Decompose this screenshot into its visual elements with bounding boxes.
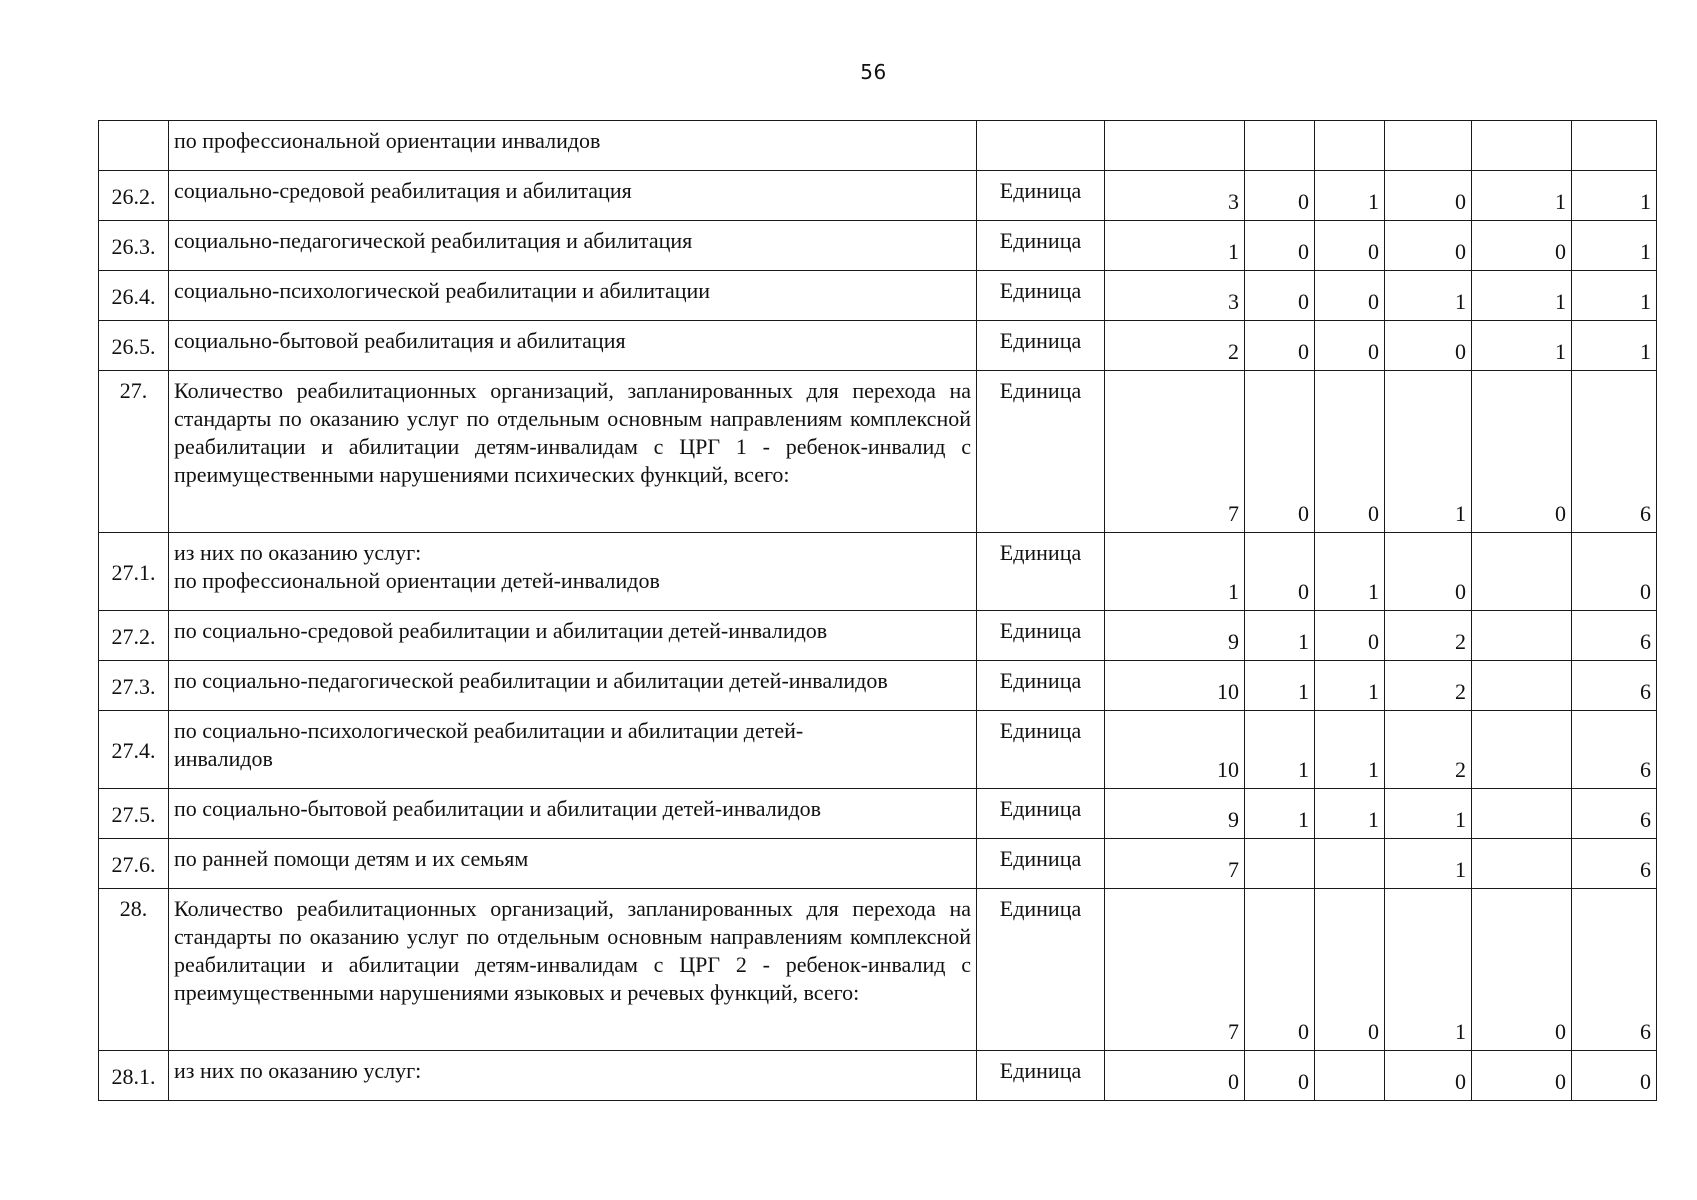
row-number: 27.2. <box>99 611 169 661</box>
value-cell-4: 2 <box>1385 661 1472 711</box>
value-cell-3 <box>1315 121 1385 171</box>
page-number: 56 <box>860 60 887 84</box>
value-cell-5: 0 <box>1472 889 1572 1051</box>
value-cell-5: 0 <box>1472 221 1572 271</box>
table-row <box>99 839 1657 889</box>
value-cell-4: 1 <box>1385 789 1472 839</box>
unit-of-measure: Единица <box>977 171 1105 221</box>
unit-of-measure: Единица <box>977 611 1105 661</box>
value-cell-5 <box>1472 661 1572 711</box>
value-cell-2: 1 <box>1245 611 1315 661</box>
indicator-description <box>169 271 977 321</box>
indicator-description <box>169 661 977 711</box>
description-line: Количество реабилитационных организаций, запланированных для перехода на стандарты по оказанию услуг по отдельным основным направлениям комплексной реабилитации и абилитации детям-инвалидам с ЦРГ 2 - ребенок-инвалид с преимущественными нарушениями языковых и речевых функций, всего: <box>174 896 971 1005</box>
indicator-table <box>98 120 1657 1101</box>
value-cell-5: 1 <box>1472 271 1572 321</box>
value-cell-2: 0 <box>1245 371 1315 533</box>
value-cell-3: 1 <box>1315 789 1385 839</box>
value-cell-6: 1 <box>1572 171 1657 221</box>
value-cell-3: 0 <box>1315 611 1385 661</box>
value-cell-6: 6 <box>1572 789 1657 839</box>
value-cell-4: 2 <box>1385 711 1472 789</box>
row-number: 26.5. <box>99 321 169 371</box>
value-cell-5 <box>1472 121 1572 171</box>
table-row <box>99 1051 1657 1101</box>
table-row <box>99 711 1657 789</box>
table-row <box>99 789 1657 839</box>
unit-of-measure: Единица <box>977 533 1105 611</box>
value-cell-3: 1 <box>1315 171 1385 221</box>
indicator-table-body <box>99 121 1657 1101</box>
value-cell-2: 0 <box>1245 321 1315 371</box>
value-cell-2: 0 <box>1245 1051 1315 1101</box>
indicator-description <box>169 221 977 271</box>
value-cell-5 <box>1472 533 1572 611</box>
value-cell-1: 7 <box>1105 889 1245 1051</box>
row-number: 27.4. <box>99 711 169 789</box>
value-cell-1: 7 <box>1105 371 1245 533</box>
description-line: социально-педагогической реабилитация и абилитация <box>174 228 693 253</box>
value-cell-5 <box>1472 711 1572 789</box>
value-cell-6: 6 <box>1572 711 1657 789</box>
row-number: 28.1. <box>99 1051 169 1101</box>
value-cell-1: 1 <box>1105 533 1245 611</box>
value-cell-3: 0 <box>1315 889 1385 1051</box>
unit-of-measure: Единица <box>977 321 1105 371</box>
value-cell-5: 0 <box>1472 371 1572 533</box>
value-cell-3 <box>1315 839 1385 889</box>
table-row <box>99 889 1657 1051</box>
value-cell-1: 10 <box>1105 711 1245 789</box>
indicator-description <box>169 1051 977 1101</box>
value-cell-6: 0 <box>1572 1051 1657 1101</box>
unit-of-measure: Единица <box>977 789 1105 839</box>
value-cell-1 <box>1105 121 1245 171</box>
value-cell-1: 2 <box>1105 321 1245 371</box>
indicator-description <box>169 321 977 371</box>
value-cell-6: 6 <box>1572 839 1657 889</box>
value-cell-6 <box>1572 121 1657 171</box>
value-cell-5: 0 <box>1472 1051 1572 1101</box>
value-cell-4: 0 <box>1385 171 1472 221</box>
value-cell-1: 1 <box>1105 221 1245 271</box>
value-cell-4: 1 <box>1385 271 1472 321</box>
value-cell-6: 6 <box>1572 371 1657 533</box>
row-number: 26.4. <box>99 271 169 321</box>
value-cell-5 <box>1472 839 1572 889</box>
row-number <box>99 121 169 171</box>
table-row <box>99 121 1657 171</box>
value-cell-3: 0 <box>1315 371 1385 533</box>
value-cell-6: 1 <box>1572 321 1657 371</box>
value-cell-4: 2 <box>1385 611 1472 661</box>
description-line: по профессиональной ориентации инвалидов <box>174 128 601 153</box>
value-cell-4: 1 <box>1385 889 1472 1051</box>
row-number: 27.6. <box>99 839 169 889</box>
value-cell-2: 0 <box>1245 171 1315 221</box>
value-cell-4: 0 <box>1385 533 1472 611</box>
indicator-description <box>169 889 977 1051</box>
value-cell-3: 1 <box>1315 711 1385 789</box>
description-line: социально-средовой реабилитация и абилитация <box>174 178 632 203</box>
value-cell-4: 0 <box>1385 321 1472 371</box>
description-line: по социально-психологической реабилитации и абилитации детей- <box>174 718 804 743</box>
table-row <box>99 533 1657 611</box>
value-cell-2: 1 <box>1245 711 1315 789</box>
value-cell-2: 0 <box>1245 221 1315 271</box>
value-cell-3: 1 <box>1315 533 1385 611</box>
unit-of-measure: Единица <box>977 661 1105 711</box>
indicator-description <box>169 839 977 889</box>
value-cell-1: 3 <box>1105 171 1245 221</box>
value-cell-1: 3 <box>1105 271 1245 321</box>
table-row <box>99 321 1657 371</box>
value-cell-3: 0 <box>1315 221 1385 271</box>
unit-of-measure: Единица <box>977 889 1105 1051</box>
value-cell-2: 0 <box>1245 533 1315 611</box>
table-row <box>99 371 1657 533</box>
indicator-description <box>169 371 977 533</box>
description-line: из них по оказанию услуг: <box>174 540 422 565</box>
value-cell-4: 0 <box>1385 221 1472 271</box>
description-line: по социально-педагогической реабилитации и абилитации детей-инвалидов <box>174 668 888 693</box>
value-cell-6: 1 <box>1572 271 1657 321</box>
value-cell-1: 0 <box>1105 1051 1245 1101</box>
value-cell-2 <box>1245 121 1315 171</box>
description-line: социально-бытовой реабилитация и абилитация <box>174 328 626 353</box>
indicator-description <box>169 121 977 171</box>
indicator-description <box>169 533 977 611</box>
value-cell-2: 1 <box>1245 661 1315 711</box>
value-cell-2: 1 <box>1245 789 1315 839</box>
value-cell-6: 6 <box>1572 611 1657 661</box>
value-cell-1: 9 <box>1105 611 1245 661</box>
value-cell-4: 1 <box>1385 371 1472 533</box>
value-cell-2 <box>1245 839 1315 889</box>
row-number: 27. <box>99 371 169 533</box>
description-line: из них по оказанию услуг: <box>174 1058 422 1083</box>
description-line: по профессиональной ориентации детей-инвалидов <box>174 568 660 593</box>
unit-of-measure: Единица <box>977 1051 1105 1101</box>
indicator-description <box>169 171 977 221</box>
row-number: 26.2. <box>99 171 169 221</box>
table-row <box>99 611 1657 661</box>
value-cell-5: 1 <box>1472 171 1572 221</box>
unit-of-measure: Единица <box>977 371 1105 533</box>
unit-of-measure: Единица <box>977 271 1105 321</box>
unit-of-measure: Единица <box>977 839 1105 889</box>
unit-of-measure: Единица <box>977 711 1105 789</box>
row-number: 27.1. <box>99 533 169 611</box>
row-number: 27.3. <box>99 661 169 711</box>
table-row <box>99 171 1657 221</box>
row-number: 28. <box>99 889 169 1051</box>
value-cell-6: 0 <box>1572 533 1657 611</box>
value-cell-5: 1 <box>1472 321 1572 371</box>
indicator-description <box>169 711 977 789</box>
row-number: 27.5. <box>99 789 169 839</box>
description-line: по социально-средовой реабилитации и абилитации детей-инвалидов <box>174 618 828 643</box>
value-cell-2: 0 <box>1245 271 1315 321</box>
table-row <box>99 271 1657 321</box>
description-line: инвалидов <box>174 746 273 771</box>
table-row <box>99 221 1657 271</box>
row-number: 26.3. <box>99 221 169 271</box>
value-cell-1: 7 <box>1105 839 1245 889</box>
value-cell-3 <box>1315 1051 1385 1101</box>
table-row <box>99 661 1657 711</box>
value-cell-6: 6 <box>1572 661 1657 711</box>
unit-of-measure: Единица <box>977 221 1105 271</box>
value-cell-3: 0 <box>1315 321 1385 371</box>
value-cell-6: 1 <box>1572 221 1657 271</box>
value-cell-1: 10 <box>1105 661 1245 711</box>
description-line: социально-психологической реабилитации и абилитации <box>174 278 711 303</box>
indicator-description <box>169 611 977 661</box>
value-cell-3: 1 <box>1315 661 1385 711</box>
value-cell-6: 6 <box>1572 889 1657 1051</box>
value-cell-4: 0 <box>1385 1051 1472 1101</box>
value-cell-4 <box>1385 121 1472 171</box>
description-line: по ранней помощи детям и их семьям <box>174 846 529 871</box>
unit-of-measure <box>977 121 1105 171</box>
value-cell-5 <box>1472 611 1572 661</box>
value-cell-2: 0 <box>1245 889 1315 1051</box>
indicator-description <box>169 789 977 839</box>
description-line: по социально-бытовой реабилитации и абилитации детей-инвалидов <box>174 796 822 821</box>
value-cell-1: 9 <box>1105 789 1245 839</box>
value-cell-5 <box>1472 789 1572 839</box>
description-line: Количество реабилитационных организаций, запланированных для перехода на стандарты по оказанию услуг по отдельным основным направлениям комплексной реабилитации и абилитации детям-инвалидам с ЦРГ 1 - ребенок-инвалид с преимущественными нарушениями психических функций, всего: <box>174 378 971 487</box>
value-cell-4: 1 <box>1385 839 1472 889</box>
value-cell-3: 0 <box>1315 271 1385 321</box>
